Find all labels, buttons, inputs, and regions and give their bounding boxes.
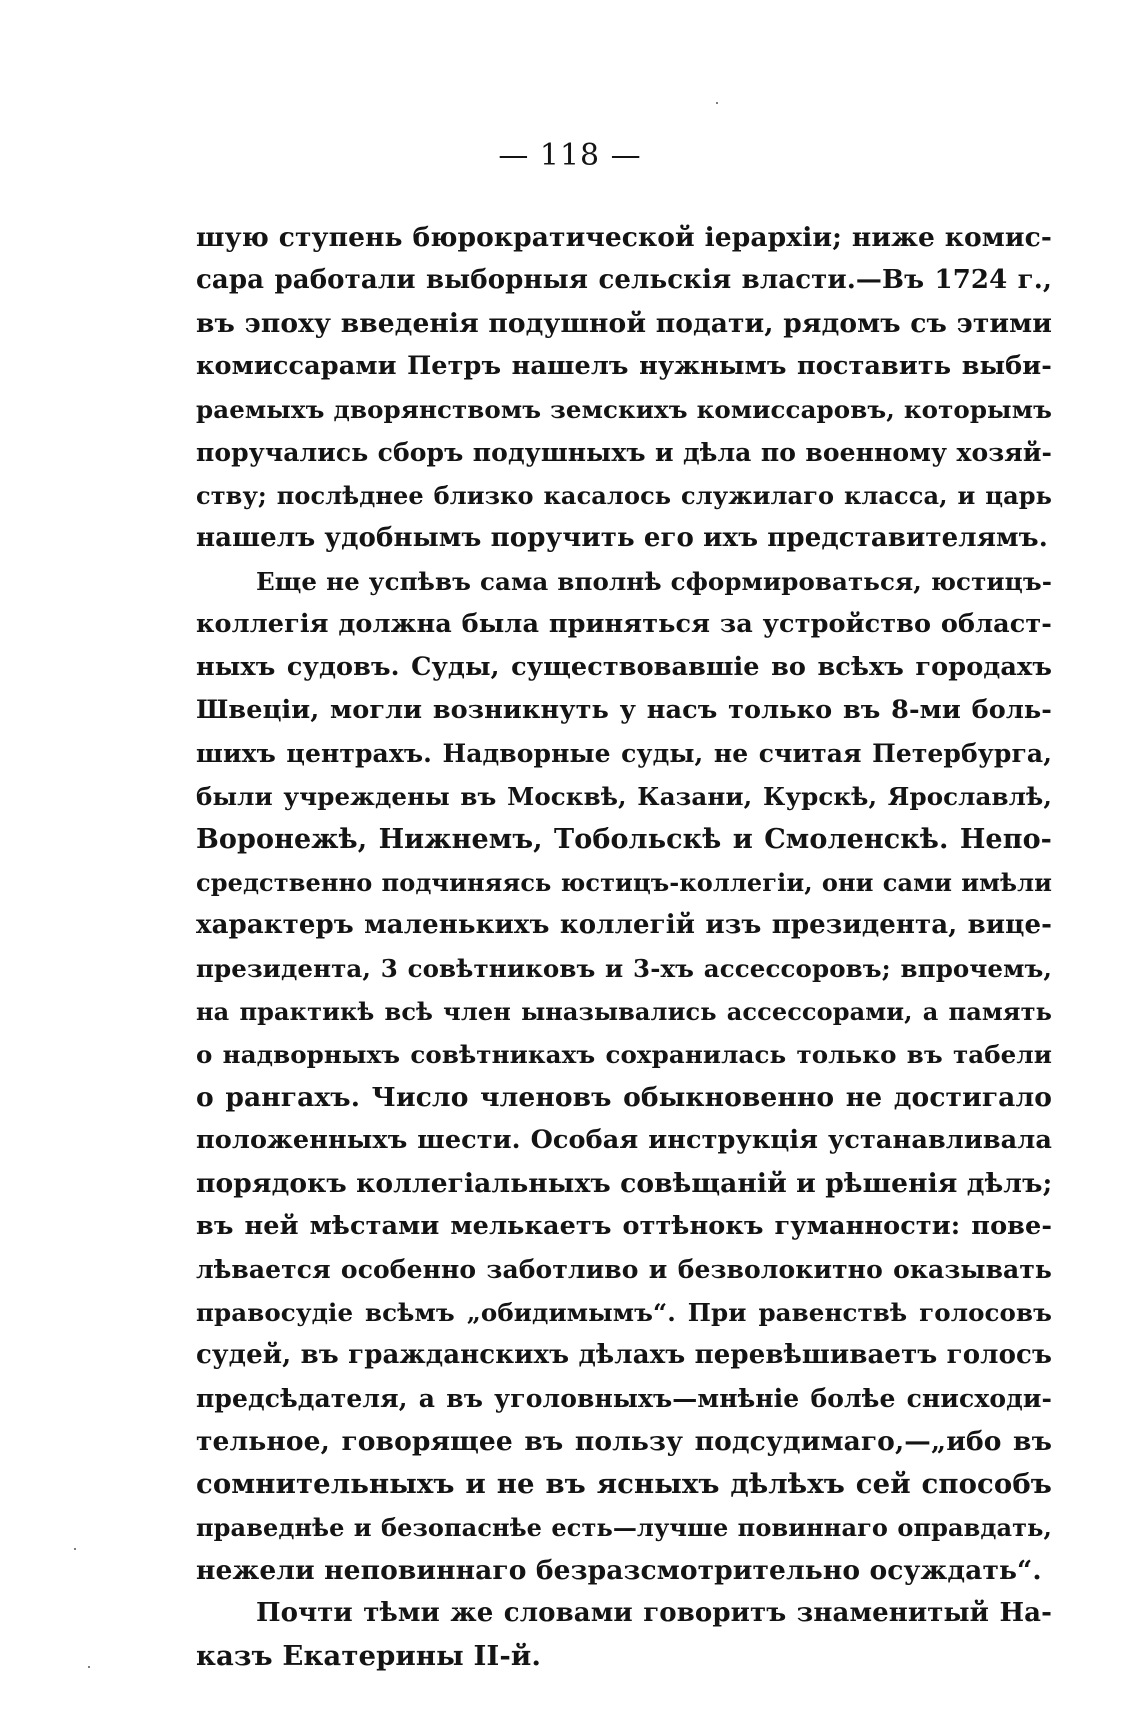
text-line: Воронежѣ, Нижнемъ, Тобольскѣ и Смоленскѣ. Непо- [196, 824, 1052, 855]
text-line: ныхъ судовъ. Суды, существовавшіе во всѣхъ городахъ [196, 652, 1052, 682]
text-line: праведнѣе и безопаснѣе есть—лучше повиннаго оправдать, [196, 1513, 1052, 1542]
text-line: ству; послѣднее близко касалось служилаго класса, и царь [196, 481, 1052, 510]
text-line: нежели неповиннаго безразсмотрительно осуждать“. [196, 1555, 1042, 1586]
text-line: судей, въ гражданскихъ дѣлахъ перевѣшиваетъ голосъ [196, 1340, 1052, 1370]
text-line: Еще не успѣвъ сама вполнѣ сформироваться, юстицъ- [256, 567, 1052, 596]
text-line: президента, 3 совѣтниковъ и 3-хъ ассессоровъ; впрочемъ, [196, 954, 1052, 983]
text-line: сара работали выборныя сельскія власти.—Въ 1724 г., [196, 265, 1052, 295]
scan-speck [74, 1548, 76, 1550]
text-line: Швеціи, могли возникнуть у насъ только въ 8-ми боль- [196, 695, 1052, 725]
text-line: въ ней мѣстами мелькаетъ оттѣнокъ гуманности: пове- [196, 1211, 1052, 1241]
text-line: порядокъ коллегіальныхъ совѣщаній и рѣшенія дѣлъ; [196, 1168, 1053, 1199]
text-line: характеръ маленькихъ коллегій изъ президента, вице- [196, 910, 1052, 940]
text-line: шихъ центрахъ. Надворные суды, не считая Петербурга, [196, 739, 1052, 768]
text-line: предсѣдателя, а въ уголовныхъ—мнѣніе болѣе снисходи- [196, 1384, 1052, 1413]
text-line: шую ступень бюрократической іерархіи; ниже комис- [196, 222, 1052, 253]
text-line: комиссарами Петръ нашелъ нужнымъ поставить выби- [196, 351, 1052, 381]
text-line: поручались сборъ подушныхъ и дѣла по военному хозяй- [196, 438, 1052, 467]
scan-speck [88, 1666, 90, 1668]
text-line: на практикѣ всѣ член ыназывались ассессорами, а память [196, 997, 1052, 1026]
text-line: средственно подчиняясь юстицъ-коллегіи, они сами имѣли [196, 868, 1052, 897]
text-line: лѣвается особенно заботливо и безволокитно оказывать [196, 1255, 1052, 1284]
text-line: положенныхъ шести. Особая инструкція устанавливала [196, 1125, 1052, 1155]
text-line: нашелъ удобнымъ поручить его ихъ представителямъ. [196, 523, 1048, 553]
page-number: — 118 — [498, 138, 642, 173]
text-line: были учреждены въ Москвѣ, Казани, Курскѣ, Ярославлѣ, [196, 782, 1052, 811]
text-line: въ эпоху введенія подушной подати, рядомъ съ этими [196, 308, 1052, 339]
text-line: о рангахъ. Число членовъ обыкновенно не достигало [196, 1082, 1052, 1113]
text-line: правосудіе всѣмъ „обидимымъ“. При равенствѣ голосовъ [196, 1298, 1052, 1327]
text-line: Почти тѣми же словами говоритъ знаменитый На- [256, 1598, 1052, 1628]
text-line: раемыхъ дворянствомъ земскихъ комиссаровъ, которымъ [196, 395, 1052, 424]
text-line: коллегія должна была приняться за устройство област- [196, 609, 1052, 639]
text-line: казъ Екатерины II-й. [196, 1640, 542, 1672]
scan-speck [716, 102, 718, 104]
text-line: тельное, говорящее въ пользу подсудимаго,—„ибо въ [196, 1426, 1052, 1457]
body-text [196, 216, 1052, 1678]
text-line: о надворныхъ совѣтникахъ сохранилась только въ табели [196, 1040, 1052, 1069]
text-line: сомнительныхъ и не въ ясныхъ дѣлѣхъ сей способъ [196, 1468, 1052, 1500]
